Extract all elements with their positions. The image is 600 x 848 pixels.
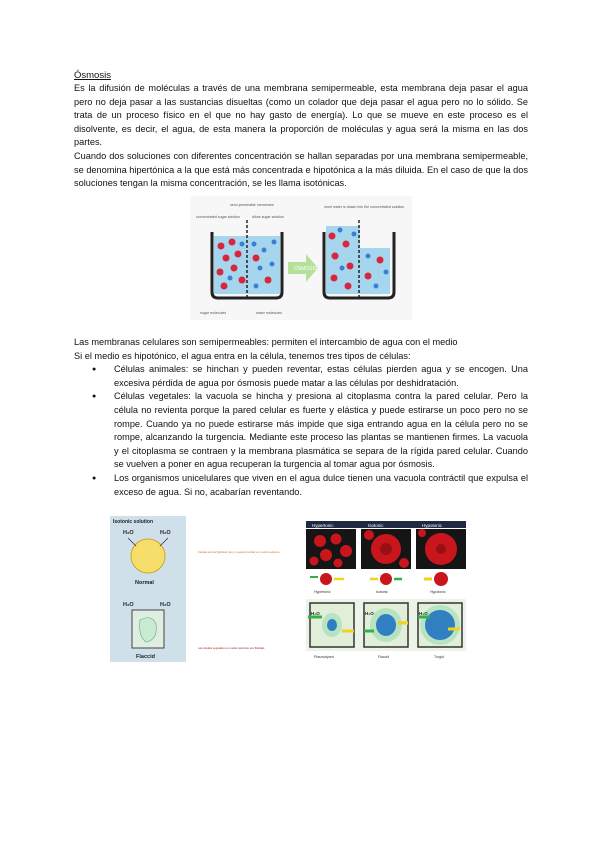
label-membrane: semi-permeable membrane <box>230 203 274 207</box>
h2o-label: H₂O <box>123 530 134 536</box>
label-water: water molecules <box>256 311 282 315</box>
plant-label-plasmolysed: Plasmolysed <box>314 655 334 659</box>
list-item: ● Células vegetales: la vacuola se hincha y presiona al citoplasma contra la pared celular. Pero la célula no revienta porque la pared celular es fuerte y elástica y puede estirarse un poco pero no se rompe. Cuando ya no puede estirarse más impide que siga entrando agua en la célula pero no se rompe, alcanzando la turgencia. Mediante este proceso las plantas se mantienen firmes. La vacuola y el citoplasma se contraen y la membrana plasmática se separa de la rígida pared celular. Cuando se vuelven a poner en agua recuperan la turgencia al tomar agua por ósmosis. <box>114 390 528 472</box>
page-title: Ósmosis <box>74 70 111 81</box>
label-concentrated: concentrated sugar solution <box>196 215 241 219</box>
tonicity-comparison-figure <box>298 517 474 663</box>
label-flaccid: Flaccid <box>136 654 155 660</box>
cells-section <box>74 336 528 499</box>
notes-figure <box>196 545 296 655</box>
label-normal: Normal <box>135 580 154 586</box>
header-hypertonic: Hypertonic <box>312 523 334 528</box>
list-item: ● Los organismos unicelulares que viven en el agua dulce tienen una vacuola contráctil que expulsa el exceso de agua. Si no, acabarían reventando. <box>114 472 528 499</box>
cell-label-isotonic: Isotonic <box>376 590 389 594</box>
intro-paragraph-1: Es la difusión de moléculas a través de una membrana semipermeable, esta membrana deja pasar el agua pero no deja pasar a las sustancias disueltas (como un colador que deja pasar el agua pero no lo sólido. Se trata de un proceso físico en el que no hay gasto de energía). Lo que se mueve en este proceso es el disolvente, es decir, el agua, de esta manera la proporción de moléculas y agua será la misma en las dos partes. <box>74 83 528 148</box>
label-result: more water is drawn into the concentrated solution <box>324 205 405 209</box>
plant-label-turgid: Turgid <box>434 655 444 659</box>
header-isotonic: Isotonic <box>368 523 384 528</box>
intro-paragraph-2: Cuando dos soluciones con diferentes concentración se hallan separadas por una membrana semipermeable, se denomina hipertónica a la que está más concentrada e hipotónica a la más diluida. En el caso de que la dos soluciones tengan la misma concentración, se les llama isotónicas. <box>74 150 528 189</box>
label-dilute: dilute sugar solution <box>252 215 284 219</box>
header-hypotonic: Hypotonic <box>422 523 443 528</box>
list-item: ● Células animales: se hinchan y pueden reventar, estas células pierden agua y se encogen. Una excesiva pérdida de agua por ósmosis puede matar a las células por deshidratación. <box>114 363 528 390</box>
label-sugar: sugar molecules <box>200 311 227 315</box>
h2o-label: H₂O <box>123 602 134 608</box>
h2o-label: H₂O <box>419 611 428 616</box>
middle-paragraph-2: Si el medio es hipotónico, el agua entra en la célula, tenemos tres tipos de células: <box>74 350 411 361</box>
osmosis-arrow-label: OSMOSIS <box>294 266 318 272</box>
osmosis-beakers-figure <box>190 196 412 320</box>
cell-types-list <box>74 363 528 499</box>
plant-label-flaccid: Flaccid <box>378 655 390 659</box>
h2o-label: H₂O <box>311 611 320 616</box>
intro-section <box>74 70 528 191</box>
note-top: Células animal (glóbulo rojo) y vegetal (célula) en medio isotónico <box>198 550 280 554</box>
h2o-label: H₂O <box>160 602 171 608</box>
middle-paragraph-1: Las membranas celulares son semipermeables: permiten el intercambio de agua con el medio <box>74 337 458 347</box>
isotonic-header: Isotonic solution <box>113 519 153 525</box>
h2o-label: H₂O <box>365 611 374 616</box>
isotonic-solution-figure <box>110 516 186 662</box>
cell-label-hypotonic: Hypotonic <box>430 590 446 594</box>
cell-label-hypertonic: Hypertonic <box>314 590 331 594</box>
note-bottom: Las células vegetales en medio isotónico son flácidas <box>198 646 265 650</box>
h2o-label: H₂O <box>160 530 171 536</box>
